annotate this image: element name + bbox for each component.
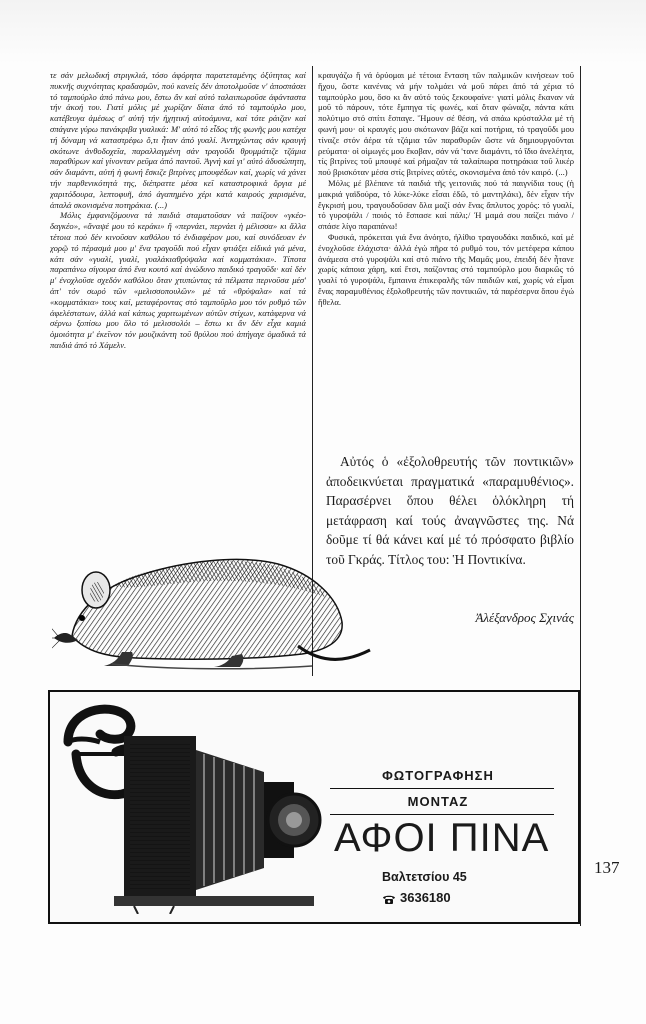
right-paragraph-1: κραυγάζω ἤ νά ὀρύομαι μέ τέτοια ἔνταση τῶν παλμικῶν κινήσεων τοῦ ἤχου, ὥστε κανένας νά μήν τολμάει νά μοῦ πάρει ἀπό τά χέρια τό ταμπούρλο μου, ὅσο κι ἄν αὐτό τούς ξεκουφαίνε· γιατί μόλις ἔκαναν νά μοῦ τό πάρουν, τότε ἔμπηγα τίς φωνές, καί ὅταν φώναζα, πάντα κάτι πολύτιμο στό σπίτι ἔσπαγε. Ἤμουν σέ θέση, νά σπάω κρύσταλλα μέ τή φωνή μου· οἱ κραυγές μου σκότωναν βάζα καί ποτήρια, τό τραγοῦδι μου τίναζε στόν ἀέρα τά τζάμια τῶν παραθυρῶν ὥστε νά δημιουργοῦνται ρεύματα· οἱ οἰμωγές μου ἔκοβαν, σάν νά 'τανε διαμάντι, τό ἴδιο ἀνελέητα, τίς βιτρίνες τοῦ μπουφέ καί ρήμαζαν τά ταλαίπωρα ποτηράκια τοῦ λικέρ πού βρισκόταν μέσα στίς βιτρίνες αὐτές, σκονισμένα ἀπό τόν καιρό. (...)	[318, 70, 574, 178]
vintage-bellows-camera-icon	[114, 732, 324, 914]
page-number: 137	[594, 858, 620, 877]
author-signature: Ἀλέξανδρος Σχινάς	[475, 610, 574, 625]
left-column	[50, 70, 306, 552]
phone-number: 3636180	[400, 890, 451, 905]
service-photography: ΦΩΤΟΓΡΑΦΗΣΗ	[382, 768, 494, 783]
advertisement-text	[320, 692, 578, 922]
left-paragraph-1: τε σάν μελωδική στριγκλιά, τόσο ἀφόρητα παρατεταμένης ὀξύτητας καί πυκνῆς συχνότητας κραδασμῶν, πού κανείς δέν ἀποτολμοῦσε ν' ἀποσπάσει τό ταμπούρλο ἀπό πάνω μου, ἔστω ἄν καί αὐτό ταλαιπωροῦσε ἀφάνταστα τήν ἀκοή του. Γιατί μόλις μέ χωρίζαν δίαια ἀπό τό ταμπούρλο μου, κατέβευγα ἀμέσως σ' αὐτή τήν ἠχητική αὐτοάμυνα, καί τότε ράιζαν καί σπάγανε γύρω πανάκριβα γυαλικά: Μ' αὐτό τό εἶδος τῆς φωνῆς μου κατέχα τή δύναμη νά καταστρέφω ὅ,τι ἦταν ἀπό γυαλί. Ἀντηχώντας σάν κραυγή σκότωνε ἀνθοδοχεῖα, παραλλαγμένη σάν τραγοῦδι θρυμμάτιζε τζάμια παραθύρων καί γίνονταν ρεῦμα ἀπό παντοῦ. Ἁγνή καί γι' αὐτό ἀδυσώπητη, σάν διαμάντι, αὐτή ἡ φωνή ἔσκιζε βιτρίνες μπουφέδων καί, χωρίς νά χάνει τήν παρθενικότητά της, διέπραττε μέσα κεῖ καταστροφικά ὄργια μέ χαριτόδουρα, λεπτοφυῆ, ἀπό ἀγαπημένο χέρι κατά καιρούς χαρισμένα, ἀπαλά σκονισμένα ποτηράκια. (...)	[50, 70, 306, 210]
business-name: ΑΦΟΙ ΠΙΝΑ	[334, 816, 550, 860]
ad-divider	[330, 788, 554, 789]
service-montage: ΜΟΝΤΑΖ	[407, 794, 469, 809]
telephone-icon	[382, 894, 396, 904]
right-paragraph-3: Φυσικά, πρόκειται γιά ἕνα ἀνόητο, ἠλίθιο τραγουδάκι παιδικό, καί μέ ἐνοχλοῦσε ἐλάχιστα· ἀλλά ἐγώ πῆρα τό ρυθμό του, τόν μετέφερα κάπου ἀνάμεσα στό γυροψάλι καί στό πιάνο τῆς Μαμᾶς μου, ἐπειδή δέν ἦτανε χωρίς κάποια χάρη, καί ἔτσι, παίζοντας στό ταμπούρλο μου διαρκῶς τό γυαλί τό γυροψάλι, ἔμπαινα ἐπικεφαλῆς τῶν παιδιῶν καί, χωρίς νά εἶμαι ἕνας παραμυθένιος ἐξολοθρευτής τῶν ποντικιῶν, τά παρέσερνα ὅπου ἐγώ ἤθελα.	[318, 231, 574, 307]
business-phone	[382, 890, 451, 905]
margin-rule	[580, 66, 581, 926]
rat-engraving-icon	[52, 540, 372, 670]
left-paragraph-2: Μόλις ἐμφανιζόμουνα τά παιδιά σταματοῦσαν νά παίζουν «γκέο-δαγκέο», «ἄναψέ μου τό κεράκι» ἤ «περνάει, περνάει ἡ μέλισσα» κι ἄλλα τέτοια πού δέν κινοῦσαν καθόλου τό ἐνδιαφέρον μου, καί συνόδευαν ἐν χορῷ τό πέρασμά μου μ' ἕνα τραγοῦδι πού εἶχαν φτιάξει εἰδικά γιά μένα, κάτι σάν «γυαλί, γυαλί, γυαλάκιαθρύψαλα καί κομματάκια». Τίποτα παραπάνω σίγουρα ἀπό ἕνα κουτό καί ἀνώδυνο παιδικό τραγοῦδι· καί δέν μ' ἐνοχλοῦσε σχεδόν καθόλου ὅταν χτυπώντας τά πέλματα περνοῦσα μέσ' ἀπ' τόν σωρό τῶν «μελισσοπουλῶν» μέ τά «θρύψαλα» καί τά «κομματάκια» τους καί, μεταφέροντας στό ταμποῦρλο μου τόν ρυθμό τῶν ἀφελέστατων, ἀλλά καί κάπως χαριτωμένων αὐτῶν στίχων, κατάφερνα νά σέρνω ξοπίσω μου ὅλο τό μελισσολόι – ἔστω κι ἄν δέν εἶχα καμιά ὁμοιότητα μ' ἐκεῖνον τόν μουζικάντη τοῦ θρύλου πού ἀπήγαγε ὁμαδικά τά παιδιά ἀπό τό Χάμελν.	[50, 210, 306, 350]
photo-studio-advertisement	[48, 690, 580, 924]
scan-shadow	[0, 0, 646, 64]
right-column	[318, 70, 574, 448]
right-paragraph-2: Μόλις μέ βλέπανε τά παιδιά τῆς γειτονιᾶς πού τά παιγνίδια τους (ἡ μακριά γαϊδούρα, τό λύκε-λύκε εἶσαι ἐδῶ, τό μαντηλάκι), δέν εἶχαν τήν ἔγκρισή μου, τραγουδοῦσαν ὅλα μαζί σάν ἕνας ἄπλυτος χορός: τό γυαλί, τό γυροψάλι / ποιός τό ἔσπασε καί πάλι;/ Ἡ μαμά σου παίζει πιάνο / σπάσε λίγο παραπάνω!	[318, 177, 574, 232]
translator-note-text: Αὐτός ὁ «ἐξολοθρευτής τῶν ποντικιῶν» ἀποδεικνύεται πραγματικά «παραμυθένιος». Παρασέρνει ὅπου θέλει ὁλόκληρη τή μετάφραση καί τούς ἀναγνῶστες της. Νά δοῦμε τί θά κάνει καί μέ τό πρόσφατο βιβλίο τοῦ Γκράς. Τίτλος του: Ἡ Ποντικίνα.	[326, 454, 574, 567]
business-address: Βαλτετσίου 45	[382, 870, 467, 884]
